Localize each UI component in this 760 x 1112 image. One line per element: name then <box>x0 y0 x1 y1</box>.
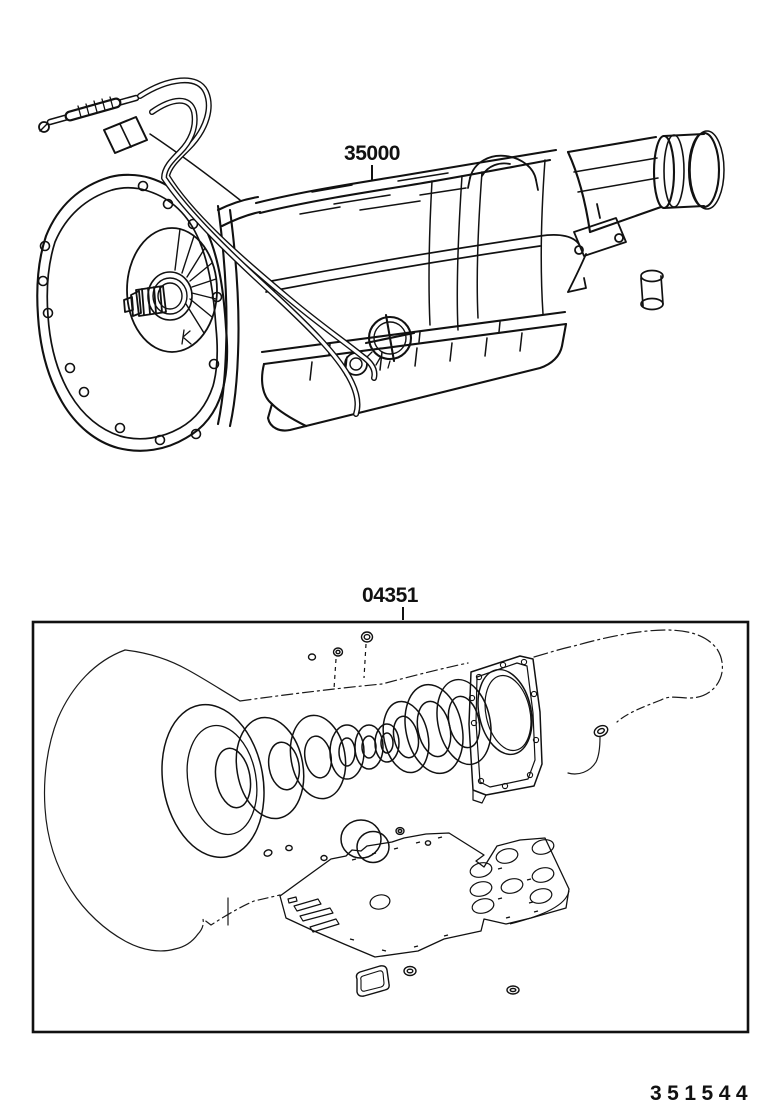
transmission-silhouette <box>45 630 723 951</box>
callout-assembly-label[interactable]: 35000 <box>344 142 400 165</box>
case-plug <box>366 315 414 368</box>
breather-fitting <box>641 271 663 310</box>
throttle-cable <box>39 80 375 414</box>
figure-number: 351544 <box>650 1082 754 1105</box>
valve-body-gasket <box>280 833 569 957</box>
callout-assembly[interactable] <box>344 142 400 181</box>
extension-housing <box>568 131 724 232</box>
input-shaft <box>124 286 166 316</box>
callout-overhaul-kit[interactable] <box>362 584 419 620</box>
kit-small-orings-top <box>309 632 373 689</box>
seal-ring-set <box>150 675 498 866</box>
overhaul-kit-figure <box>33 622 748 1032</box>
pump-seal <box>341 820 389 863</box>
kit-box-border <box>33 622 748 1032</box>
transmission-assembly-figure <box>37 80 724 450</box>
case-top-edge <box>256 150 556 203</box>
shift-linkage <box>568 204 626 292</box>
callout-overhaul-kit-label[interactable]: 04351 <box>362 584 418 607</box>
kit-bottom-seals <box>356 966 519 996</box>
kit-oring-right <box>593 724 610 739</box>
